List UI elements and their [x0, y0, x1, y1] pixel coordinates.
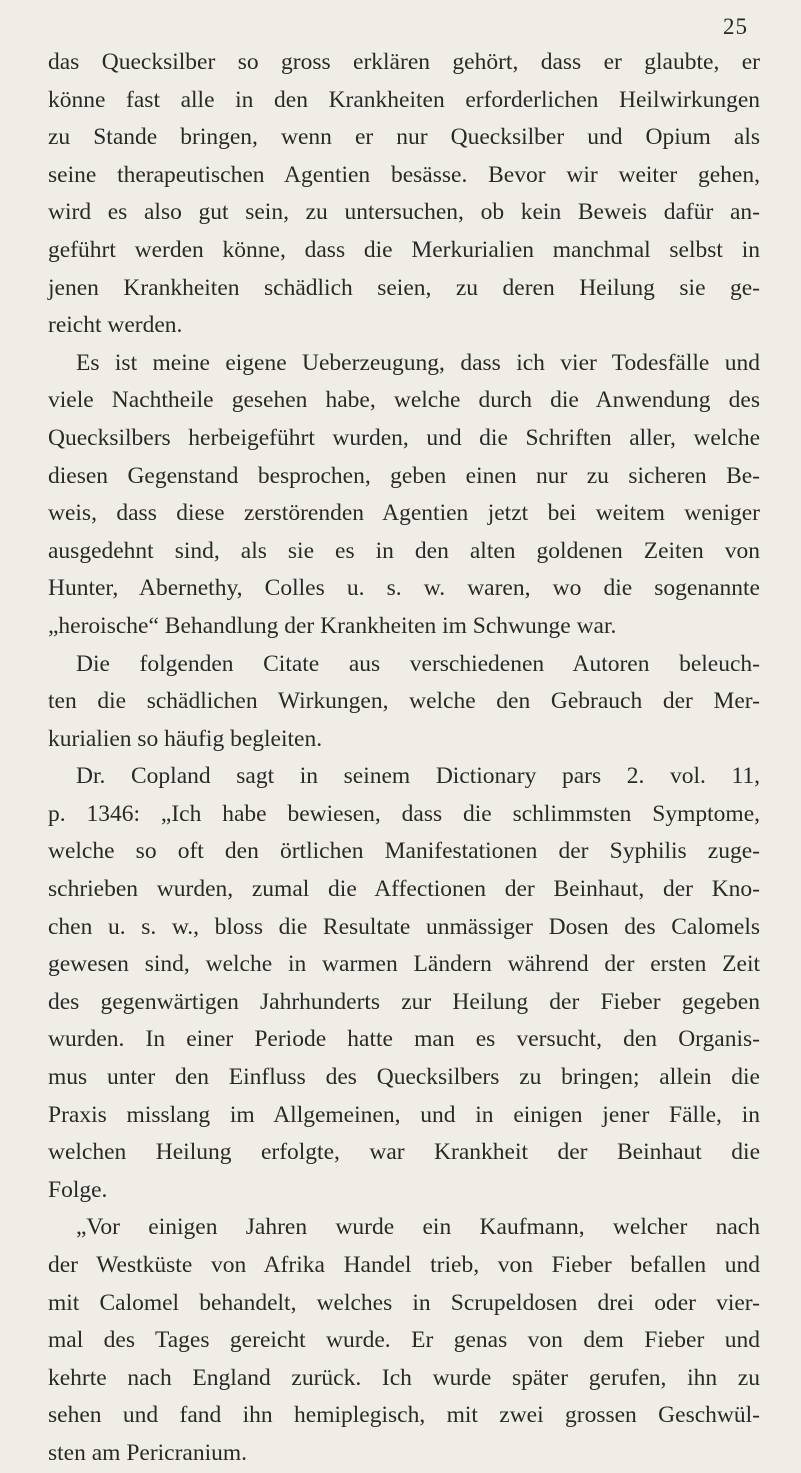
body-text: [48, 44, 760, 1473]
text-line: Dr. Copland sagt in seinem Dictionary pars 2. vol. 11,: [76, 763, 760, 790]
text-line: Hunter, Abernethy, Colles u. s. w. waren, wo die sogenannte: [48, 575, 760, 602]
text-line: könne fast alle in den Krankheiten erforderlichen Heilwirkungen: [48, 86, 760, 113]
text-line: Quecksilbers herbeigeführt wurden, und die Schriften aller, welche: [48, 424, 760, 451]
text-line: wurden. In einer Periode hatte man es versucht, den Organis-: [48, 1026, 760, 1053]
text-line: zu Stande bringen, wenn er nur Quecksilber und Opium als: [48, 124, 760, 151]
text-line: Es ist meine eigene Ueberzeugung, dass ich vier Todesfälle und: [76, 349, 760, 376]
text-line: seine therapeutischen Agentien besässe. Bevor wir weiter gehen,: [48, 161, 760, 188]
text-line: viele Nachtheile gesehen habe, welche durch die Anwendung des: [48, 387, 760, 414]
text-line: reicht werden.: [48, 312, 183, 339]
text-line: mus unter den Einfluss des Quecksilbers zu bringen; allein die: [48, 1064, 760, 1091]
text-line: wird es also gut sein, zu untersuchen, ob kein Beweis dafür an-: [48, 199, 760, 226]
text-line: ten die schädlichen Wirkungen, welche den Gebrauch der Mer-: [48, 688, 760, 715]
text-line: weis, dass diese zerstörenden Agentien jetzt bei weitem weniger: [48, 500, 760, 527]
text-line: welche so oft den örtlichen Manifestationen der Syphilis zuge-: [48, 838, 760, 865]
text-line: Praxis misslang im Allgemeinen, und in einigen jener Fälle, in: [48, 1101, 760, 1128]
text-line: Folge.: [48, 1176, 108, 1203]
text-line: das Quecksilber so gross erklären gehört, dass er glaubte, er: [48, 49, 760, 75]
text-line: chen u. s. w., bloss die Resultate unmässiger Dosen des Calomels: [48, 913, 760, 940]
text-line: der Westküste von Afrika Handel trieb, von Fieber befallen und: [48, 1252, 760, 1278]
text-line: Die folgenden Citate aus verschiedenen Autoren beleuch-: [76, 650, 760, 677]
text-line: p. 1346: „Ich habe bewiesen, dass die schlimmsten Symptome,: [48, 800, 760, 827]
text-line: diesen Gegenstand besprochen, geben einen nur zu sicheren Be-: [48, 462, 760, 489]
text-line: mal des Tages gereicht wurde. Er genas von dem Fieber und: [48, 1327, 760, 1354]
text-line: welchen Heilung erfolgte, war Krankheit der Beinhaut die: [48, 1139, 760, 1166]
text-line: mit Calomel behandelt, welches in Scrupeldosen drei oder vier-: [48, 1289, 760, 1316]
text-line: sehen und fand ihn hemiplegisch, mit zwei grossen Geschwül-: [48, 1402, 760, 1429]
text-line: geführt werden könne, dass die Merkurialien manchmal selbst in: [48, 236, 760, 263]
text-line: schrieben wurden, zumal die Affectionen der Beinhaut, der Kno-: [48, 876, 760, 903]
text-line: kehrte nach England zurück. Ich wurde später gerufen, ihn zu: [48, 1364, 760, 1391]
text-line: „Vor einigen Jahren wurde ein Kaufmann, welcher nach: [76, 1214, 760, 1241]
text-line: gewesen sind, welche in warmen Ländern während der ersten Zeit: [48, 951, 760, 978]
text-line: ausgedehnt sind, als sie es in den alten goldenen Zeiten von: [48, 537, 760, 564]
text-line: sten am Pericranium.: [48, 1439, 248, 1466]
text-line: jenen Krankheiten schädlich seien, zu deren Heilung sie ge-: [48, 274, 760, 301]
text-line: kurialien so häufig begleiten.: [48, 725, 323, 752]
page-number: 25: [723, 14, 748, 39]
text-line: des gegenwärtigen Jahrhunderts zur Heilung der Fieber gegeben: [48, 988, 760, 1015]
text-line: „heroische“ Behandlung der Krankheiten im Schwunge war.: [48, 612, 617, 639]
